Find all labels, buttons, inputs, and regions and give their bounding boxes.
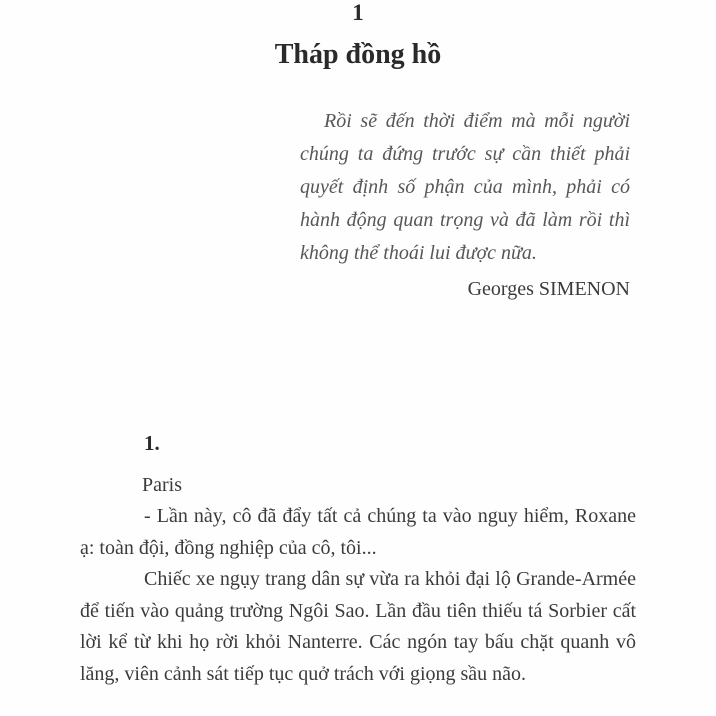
- location-line: Paris: [142, 474, 182, 496]
- paragraph-narrative: Chiếc xe ngụy trang dân sự vừa ra khỏi đại lộ Grande-Armée để tiến vào quảng trường Ngôi Sao. Lần đầu tiên thiếu tá Sorbier cất lời kể từ khi họ rời khỏi Nanterre. Các ngón tay bấu chặt quanh vô lăng, viên cảnh sát tiếp tục quở trách với giọng sầu não.: [80, 568, 636, 685]
- epigraph-attribution: Georges SIMENON: [467, 278, 630, 300]
- paragraph-dialogue: - Lần này, cô đã đẩy tất cả chúng ta vào nguy hiểm, Roxane ạ: toàn đội, đồng nghiệp của cô, tôi...: [80, 505, 636, 559]
- section-number: 1.: [144, 431, 160, 455]
- chapter-number: 1: [352, 0, 364, 25]
- epigraph-quote: Rồi sẽ đến thời điểm mà mỗi người chúng ta đứng trước sự cần thiết phải quyết định số phận của mình, phải có hành động quan trọng và đã làm rồi thì không thể thoái lui được nữa.: [300, 110, 630, 264]
- chapter-title: Tháp đồng hồ: [274, 39, 442, 70]
